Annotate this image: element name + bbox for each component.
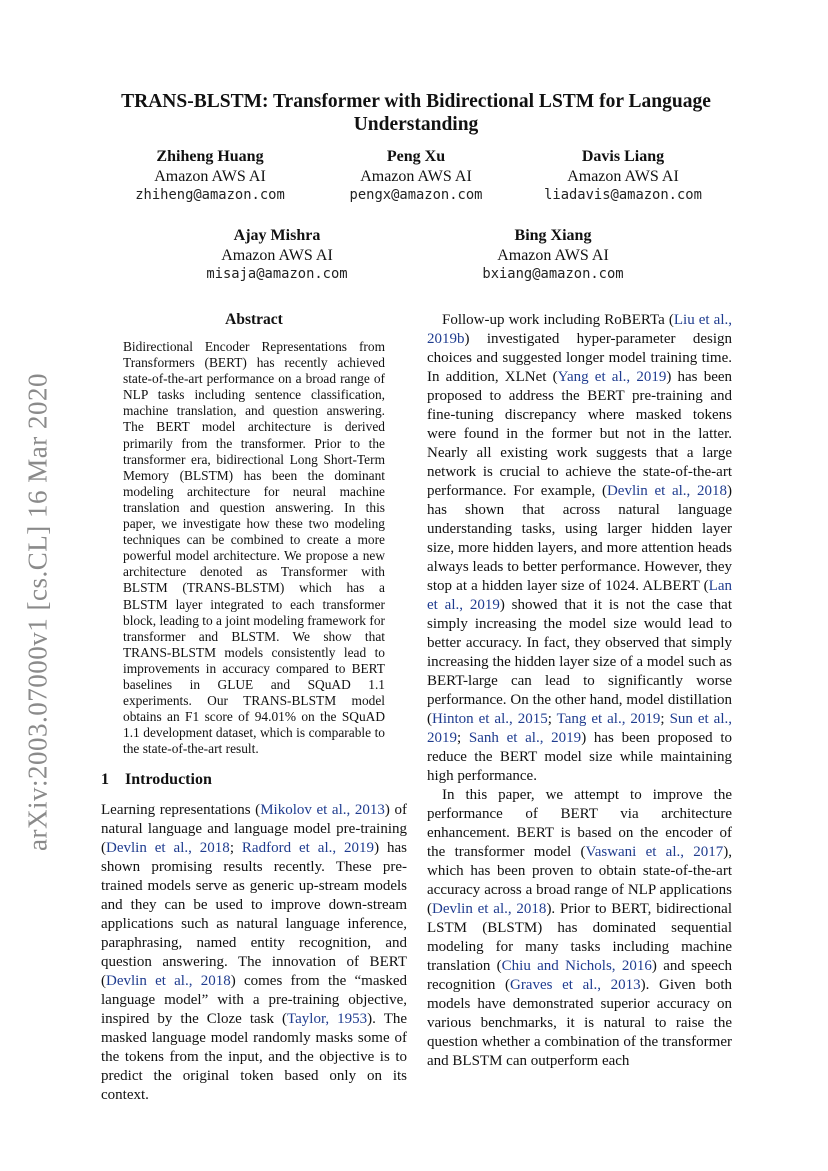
author-name: Peng Xu bbox=[386, 148, 446, 165]
citation-link[interactable]: Yang et al., 2019 bbox=[557, 369, 667, 385]
intro-paragraph-3: In this paper, we attempt to improve the performance of BERT via architecture enhancement. BERT is based on the encoder of the transformer model (Vaswani et al., 2017), which has been proven to obtain state-of-the-art accuracy across a broad range of NLP applications (Devlin et al., 2018). Prior to BERT, bidirectional LSTM (BLSTM) has dominated sequential modeling for many tasks including machine translation (Chiu and Nichols, 2016) and speech recognition (Graves et al., 2013). Given both models have demonstrated superior accuracy on various benchmarks, it is natural to raise the question whether a combination of the transformer and BLSTM can outperform each bbox=[427, 787, 733, 1069]
section-title: Introduction bbox=[125, 771, 212, 789]
author-block bbox=[453, 226, 653, 285]
author-email: liadavis@amazon.com bbox=[544, 187, 702, 203]
citation-link[interactable]: Chiu and Nichols, 2016 bbox=[501, 958, 652, 974]
paper-title: TRANS-BLSTM: Transformer with Bidirectional LSTM for Language Understanding bbox=[121, 91, 711, 135]
abstract-heading: Abstract bbox=[225, 311, 283, 328]
author-email: pengx@amazon.com bbox=[349, 187, 483, 203]
author-block bbox=[523, 147, 723, 206]
citation-link[interactable]: Hinton et al., 2015 bbox=[432, 711, 548, 727]
citation-link[interactable]: Lan et al., 2019 bbox=[427, 578, 732, 613]
citation-link[interactable]: Liu et al., 2019b bbox=[427, 312, 732, 347]
citation-link[interactable]: Vaswani et al., 2017 bbox=[585, 844, 724, 860]
citation-link[interactable]: Taylor, 1953 bbox=[287, 1011, 368, 1028]
author-name: Davis Liang bbox=[581, 148, 665, 165]
author-affiliation: Amazon AWS AI bbox=[567, 167, 679, 185]
author-affiliation: Amazon AWS AI bbox=[154, 167, 266, 185]
citation-link[interactable]: Tang et al., 2019 bbox=[556, 711, 661, 727]
citation-link[interactable]: Graves et al., 2013 bbox=[509, 977, 641, 993]
author-email: bxiang@amazon.com bbox=[482, 266, 624, 282]
citation-link[interactable]: Mikolov et al., 2013 bbox=[260, 802, 385, 819]
citation-link[interactable]: Sun et al., 2019 bbox=[427, 711, 732, 746]
citation-link[interactable]: Sanh et al., 2019 bbox=[468, 730, 582, 746]
abstract-text: Bidirectional Encoder Representations from Transformers (BERT) has recently achieved state-of-the-art performance on a broad range of NLP tasks including sentence classification, machine translation, and question answering. The BERT model architecture is derived primarily from the transformer. Prior to the transformer era, bidirectional Long Short-Term Memory (BLSTM) has been the dominant modeling architecture for neural machine translation and question answering. In this paper, we investigate how these two modeling techniques can be combined to create a more powerful model architecture. We propose a new architecture denoted as Transformer with BLSTM (TRANS-BLSTM) which has a BLSTM layer integrated to each transformer block, leading to a joint modeling framework for transformer and BLSTM. We show that TRANS-BLSTM models consistently lead to improvements in accuracy compared to BERT baselines in GLUE and SQuAD 1.1 experiments. Our TRANS-BLSTM model obtains an F1 score of 94.01% on the SQuAD 1.1 development dataset, which is comparable to the state-of-the-art result. bbox=[123, 339, 385, 757]
section-number: 1 bbox=[101, 771, 109, 789]
author-block bbox=[316, 147, 516, 206]
citation-link[interactable]: Devlin et al., 2018 bbox=[606, 483, 727, 499]
right-column bbox=[427, 311, 732, 1071]
author-affiliation: Amazon AWS AI bbox=[497, 246, 609, 264]
author-email: misaja@amazon.com bbox=[206, 266, 348, 282]
arxiv-identifier: arXiv:2003.07000v1 [cs.CL] 16 Mar 2020 bbox=[22, 373, 53, 851]
citation-link[interactable]: Radford et al., 2019 bbox=[241, 840, 375, 857]
author-name: Zhiheng Huang bbox=[156, 148, 264, 165]
author-affiliation: Amazon AWS AI bbox=[221, 246, 333, 264]
citation-link[interactable]: Devlin et al., 2018 bbox=[432, 901, 547, 917]
citation-link[interactable]: Devlin et al., 2018 bbox=[106, 840, 230, 857]
left-column bbox=[101, 310, 407, 1105]
author-name: Ajay Mishra bbox=[233, 227, 321, 244]
author-email: zhiheng@amazon.com bbox=[135, 187, 285, 203]
intro-paragraph-2: Follow-up work including RoBERTa (Liu et al., 2019b) investigated hyper-parameter design choices and suggested longer model training time. In addition, XLNet (Yang et al., 2019) has been proposed to address the BERT pre-training and fine-tuning discrepancy where masked tokens were found in the former but not in the latter. Nearly all existing work suggests that a large network is crucial to achieve the state-of-the-art performance. For example, (Devlin et al., 2018) has shown that across natural language understanding tasks, using larger hidden layer size, more hidden layers, and more attention heads always leads to better performance. However, they stop at a hidden layer size of 1024. ALBERT (Lan et al., 2019) showed that it is not the case that simply increasing the model size would lead to better accuracy. In fact, they observed that simply increasing the hidden layer size of a model such as BERT-large can lead to significantly worse performance. On the other hand, model distillation (Hinton et al., 2015; Tang et al., 2019; Sun et al., 2019; Sanh et al., 2019) has been proposed to reduce the BERT model size while maintaining high performance. bbox=[427, 312, 733, 784]
author-affiliation: Amazon AWS AI bbox=[360, 167, 472, 185]
author-name: Bing Xiang bbox=[514, 227, 592, 244]
author-block bbox=[110, 147, 310, 206]
citation-link[interactable]: Devlin et al., 2018 bbox=[106, 973, 231, 990]
intro-paragraph-1: Learning representations (Mikolov et al., 2013) of natural language and language model pre-training (Devlin et al., 2018; Radford et al., 2019) has shown promising results recently. These pre-trained models serve as generic up-stream models and they can be used to improve down-stream applications such as natural language inference, paraphrasing, named entity recognition, and question answering. The innovation of BERT (Devlin et al., 2018) comes from the “masked language model” with a pre-training objective, inspired by the Cloze task (Taylor, 1953). The masked language model randomly masks some of the tokens from the input, and the objective is to predict the original token based only on its context. bbox=[101, 802, 408, 1104]
section-heading bbox=[101, 770, 407, 789]
author-block bbox=[177, 226, 377, 285]
